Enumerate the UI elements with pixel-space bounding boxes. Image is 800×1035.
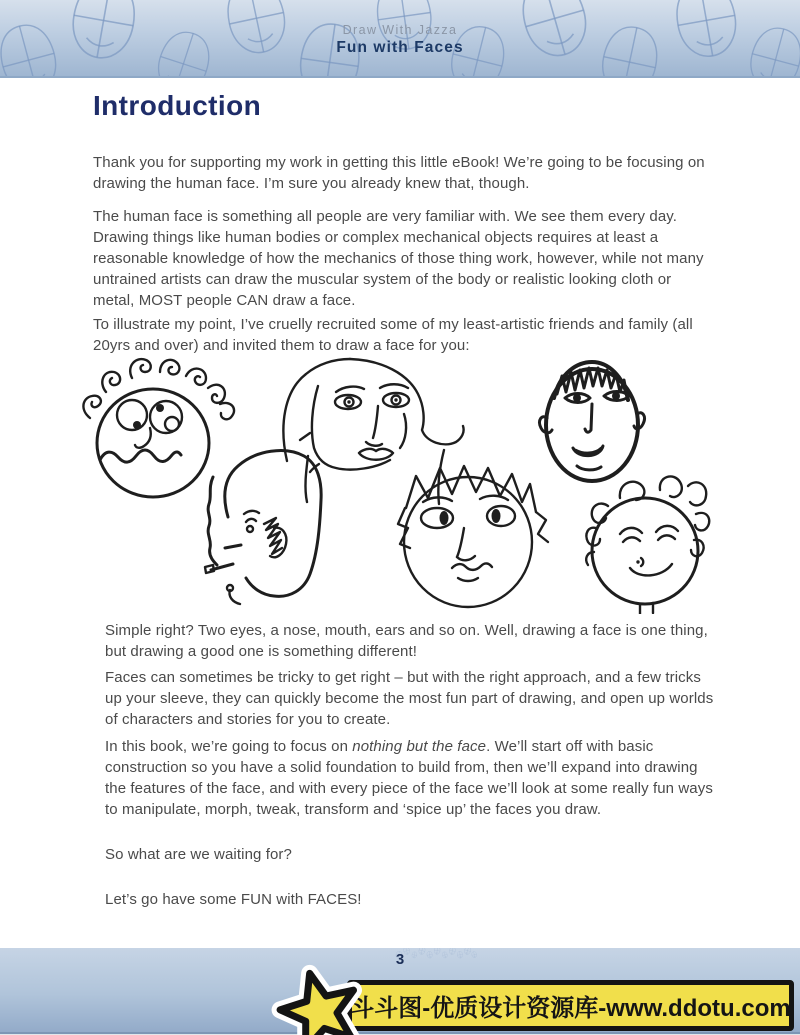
dark-hair-smiling-man-face (540, 362, 645, 481)
page-title: Introduction (93, 90, 262, 121)
series-title: Draw With Jazza (342, 23, 458, 37)
book-title: Fun with Faces (336, 39, 464, 56)
paragraph-tricky: Faces can sometimes be tricky to get right – but with the right approach, and a few tricks up your sleeve, they can quickly become the most fun part of drawing, and open up worlds of characters and stories for you to create. (105, 669, 714, 728)
long-hair-woman-face (283, 359, 463, 504)
paragraph-familiar: The human face is something all people are very familiar with. We see them every day. Drawing things like human bodies or complex mechanical objects requires at least a reasonable knowledge of how the mechanics of those thing work, however, while not many untrained artists can draw the muscular system of the body or realistic looking cloth or metal, MOST people CAN draw a face. (93, 208, 704, 309)
smoking-profile-face (205, 433, 321, 604)
paragraph-in-this-book-italic: nothing but the face (352, 738, 487, 755)
watermark-banner (347, 980, 794, 1031)
curly-hair-toddler-face (586, 476, 709, 614)
amateur-face-drawings-illustration (60, 356, 750, 614)
paragraph-simple-right: Simple right? Two eyes, a nose, mouth, ears and so on. Well, drawing a face is one thing, but drawing a good one is something different! (105, 622, 708, 660)
page-number: 3 (395, 951, 405, 968)
paragraph-in-this-book-after: . We’ll start off with basic construction so you have a solid foundation to build from, then we’ll expand into drawing the features of the face, and with every piece of the face we’ll look at some really fun ways to manipulate, morph, tweak, transform and ‘spice up’ the faces you draw. (105, 738, 713, 818)
curly-hair-worried-face (83, 359, 234, 497)
paragraph-thanks: Thank you for supporting my work in getting this little eBook! We’re going to be focusing on drawing the human face. I’m sure you already knew that, though. (93, 154, 705, 192)
header-titles (0, 22, 800, 58)
paragraph-in-this-book-before: In this book, we’re going to focus on (105, 738, 353, 755)
paragraph-in-this-book (105, 736, 715, 820)
paragraph-waiting-for: So what are we waiting for? (105, 846, 292, 863)
spiky-hair-face (398, 466, 548, 607)
paragraph-illustrate: To illustrate my point, I’ve cruelly recruited some of my least-artistic friends and family (all 20yrs and over) and invited them to draw a face for you: (93, 316, 693, 354)
star-icon (268, 960, 372, 1035)
watermark-text: 斗斗图-优质设计资源库-www.ddotu.com (350, 995, 791, 1022)
paragraph-fun-with-faces: Let’s go have some FUN with FACES! (105, 891, 362, 908)
